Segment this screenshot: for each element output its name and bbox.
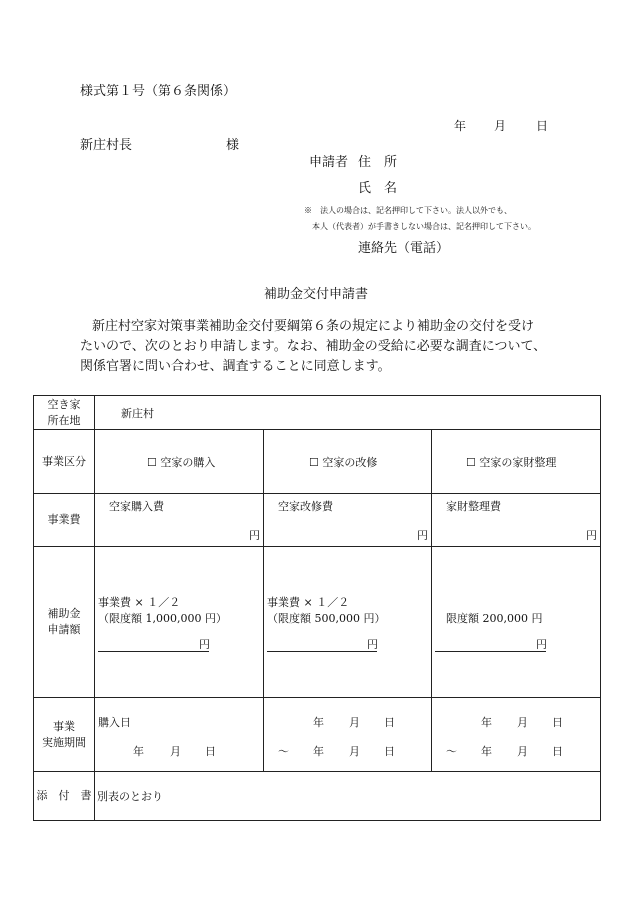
cleanup-end-year: 年 <box>481 745 492 758</box>
subsidy-renovation-underline <box>267 651 377 652</box>
period-cell-cleanup[interactable] <box>432 698 601 772</box>
category-renovation-label: 空家の改修 <box>322 456 378 469</box>
cost-renovation-unit: 円 <box>417 529 428 542</box>
renovation-end-day: 日 <box>384 745 395 758</box>
cleanup-end-month: 月 <box>517 745 528 758</box>
subsidy-purchase-limit: （限度額 1,000,000 円） <box>98 612 227 625</box>
page-title: 補助金交付申請書 <box>264 287 369 302</box>
note-line-1: ※ 法人の場合は、記名押印して下さい。法人以外でも、 <box>304 206 512 215</box>
application-table <box>33 395 601 821</box>
category-label: 事業区分 <box>34 430 95 494</box>
cost-purchase-name: 空家購入費 <box>109 500 164 513</box>
form-number: 様式第１号（第６条関係） <box>80 84 237 99</box>
category-cell-cleanup[interactable] <box>432 430 601 494</box>
renovation-tilde: ～ <box>278 745 289 758</box>
cost-purchase-unit: 円 <box>249 529 260 542</box>
category-cell-renovation[interactable] <box>264 430 432 494</box>
recipient: 新庄村長 <box>80 138 133 153</box>
attach-value-cell[interactable] <box>95 772 601 821</box>
attach-label: 添 付 書 <box>34 772 95 821</box>
cost-label: 事業費 <box>34 494 95 547</box>
checkbox-renovation[interactable]: ☐ <box>309 456 319 469</box>
checkbox-cleanup[interactable]: ☐ <box>466 456 476 469</box>
cost-cell-purchase[interactable] <box>95 494 264 547</box>
cost-cleanup-name: 家財整理費 <box>446 500 501 513</box>
renovation-end-month: 月 <box>349 745 360 758</box>
subsidy-label-line-1: 補助金 <box>47 607 81 620</box>
name-label: 氏 名 <box>358 181 398 196</box>
cost-cleanup-unit: 円 <box>586 529 598 542</box>
subsidy-renovation-limit: （限度額 500,000 円） <box>267 612 386 625</box>
category-cell-purchase[interactable] <box>95 430 264 494</box>
purchase-day: 日 <box>205 745 216 758</box>
cost-cell-renovation[interactable] <box>264 494 432 547</box>
honorific: 様 <box>226 138 240 153</box>
subsidy-cleanup-unit: 円 <box>536 638 547 651</box>
purchase-year: 年 <box>133 745 144 758</box>
contact-label: 連絡先（電話） <box>358 241 450 256</box>
note-line-2: 本人（代表者）が手書きしない場合は、記名押印して下さい。 <box>312 222 536 231</box>
subsidy-purchase-underline <box>98 651 209 652</box>
location-label-line-1: 空き家 <box>47 397 81 411</box>
cost-cell-cleanup[interactable] <box>432 494 601 547</box>
body-line-1: 新庄村空家対策事業補助金交付要綱第６条の規定により補助金の交付を受け <box>92 319 535 334</box>
subsidy-label <box>34 547 95 698</box>
location-label <box>34 396 95 430</box>
subsidy-cell-cleanup[interactable] <box>432 547 601 698</box>
cost-renovation-name: 空家改修費 <box>278 500 333 513</box>
period-cell-purchase[interactable] <box>95 698 264 772</box>
date-year: 年 <box>454 119 467 133</box>
subsidy-cleanup-underline <box>435 651 546 652</box>
period-label-line-1: 事業 <box>53 719 75 733</box>
checkbox-purchase[interactable]: ☐ <box>147 456 157 469</box>
date-month: 月 <box>494 119 507 133</box>
subsidy-purchase-formula: 事業費 × １／２ <box>98 596 181 609</box>
cleanup-tilde: ～ <box>446 745 457 758</box>
renovation-start-month: 月 <box>349 716 360 729</box>
cleanup-start-month: 月 <box>517 716 528 729</box>
address-label: 住 所 <box>358 155 398 170</box>
purchase-month: 月 <box>170 745 181 758</box>
subsidy-cell-purchase[interactable] <box>95 547 264 698</box>
renovation-start-year: 年 <box>313 716 324 729</box>
location-value: 新庄村 <box>121 407 154 420</box>
subsidy-purchase-unit: 円 <box>199 638 210 651</box>
subsidy-cleanup-limit: 限度額 200,000 円 <box>446 612 543 625</box>
subsidy-renovation-formula: 事業費 × １／２ <box>267 596 350 609</box>
attach-value: 別表のとおり <box>97 790 163 803</box>
renovation-end-year: 年 <box>313 745 324 758</box>
period-cell-renovation[interactable] <box>264 698 432 772</box>
body-line-3: 関係官署に問い合わせ、調査することに同意します。 <box>80 359 391 374</box>
purchase-date-label: 購入日 <box>98 716 131 729</box>
renovation-start-day: 日 <box>384 716 395 729</box>
period-label <box>34 698 95 772</box>
location-label-line-2: 所在地 <box>47 413 81 427</box>
subsidy-renovation-unit: 円 <box>367 638 378 651</box>
cleanup-start-year: 年 <box>481 716 492 729</box>
applicant-label: 申請者 <box>309 155 349 170</box>
subsidy-label-line-2: 申請額 <box>47 623 81 636</box>
body-line-2: たいので、次のとおり申請します。なお、補助金の受給に必要な調査について、 <box>80 339 547 354</box>
category-purchase-label: 空家の購入 <box>160 456 216 469</box>
location-value-cell[interactable] <box>95 396 601 430</box>
period-label-line-2: 実施期間 <box>42 735 86 749</box>
date-day: 日 <box>536 119 549 133</box>
cleanup-end-day: 日 <box>552 745 563 758</box>
cleanup-start-day: 日 <box>552 716 563 729</box>
category-cleanup-label: 空家の家財整理 <box>479 456 557 469</box>
subsidy-cell-renovation[interactable] <box>264 547 432 698</box>
